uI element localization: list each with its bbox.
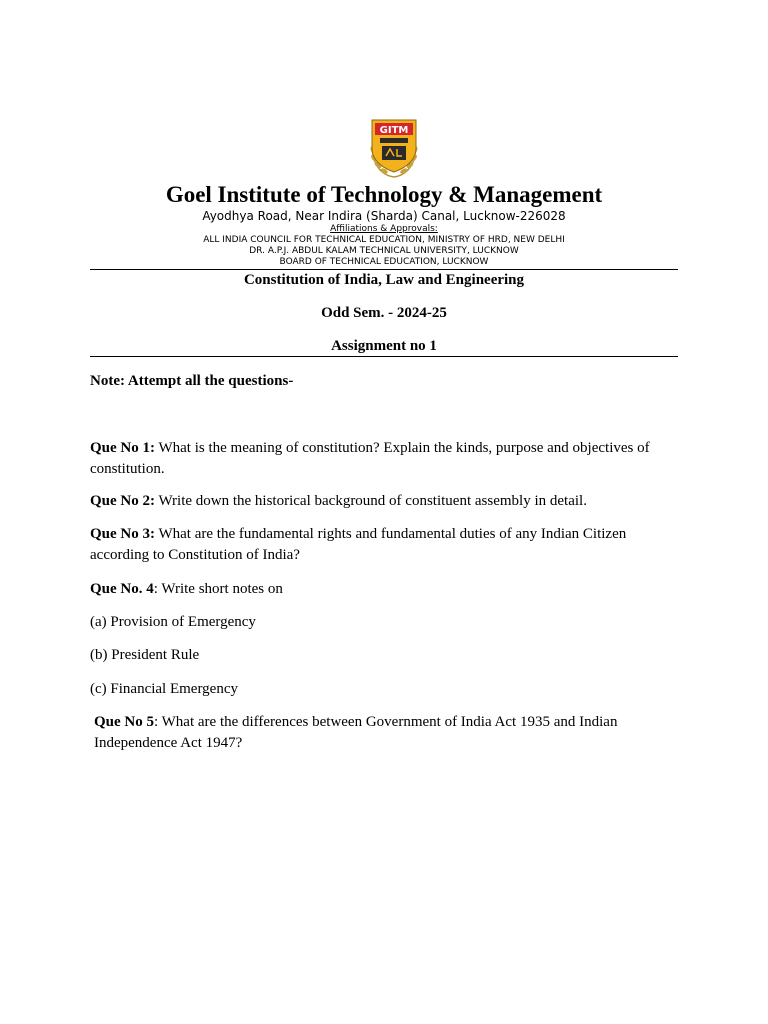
question-text: : What are the differences between Government of India Act 1935 and Indian Independence Act 1947?: [94, 714, 618, 751]
question-1: [90, 438, 678, 480]
question-label: Que No 5: [94, 714, 154, 730]
question-text: Write down the historical background of constituent assembly in detail.: [155, 493, 587, 509]
question-4-part-b: [90, 645, 678, 666]
question-text: What is the meaning of constitution? Explain the kinds, purpose and objectives of constitution.: [90, 440, 650, 477]
subject-title: Constitution of India, Law and Engineering: [243, 272, 525, 288]
question-4-part-c: [90, 679, 678, 700]
question-2: [90, 491, 678, 512]
assignment-title: Assignment no 1: [331, 338, 437, 354]
sub-question-text: (c) Financial Emergency: [90, 681, 238, 697]
question-label: Que No 2:: [90, 493, 155, 509]
question-4: [90, 579, 678, 600]
question-text: : Write short notes on: [153, 581, 283, 597]
institute-name: Goel Institute of Technology & Management: [165, 182, 603, 207]
question-text: What are the fundamental rights and fundamental duties of any Indian Citizen according to Constitution of India?: [90, 526, 627, 563]
question-label: Que No 1:: [90, 440, 155, 456]
question-3: [90, 524, 678, 566]
gitm-logo-icon: [364, 114, 424, 180]
institute-address: Ayodhya Road, Near Indira (Sharda) Canal, Lucknow-226028: [202, 209, 566, 223]
sub-question-text: (a) Provision of Emergency: [90, 614, 256, 630]
affiliation-line: ALL INDIA COUNCIL FOR TECHNICAL EDUCATION, MINISTRY OF HRD, NEW DELHI: [203, 235, 565, 245]
sub-question-text: (b) President Rule: [90, 647, 200, 663]
question-label: Que No. 4: [90, 581, 154, 597]
affiliation-line: DR. A.P.J. ABDUL KALAM TECHNICAL UNIVERSITY, LUCKNOW: [249, 246, 519, 256]
instructions-note: Note: Attempt all the questions-: [90, 373, 294, 389]
affiliation-line: BOARD OF TECHNICAL EDUCATION, LUCKNOW: [279, 257, 489, 267]
question-4-part-a: [90, 612, 678, 633]
question-5: [90, 712, 678, 754]
question-label: Que No 3:: [90, 526, 155, 542]
affiliations-block: [0, 224, 768, 268]
affiliations-title: Affiliations & Approvals:: [330, 224, 438, 234]
header-divider-bottom: [90, 356, 678, 357]
logo-text: GITM: [379, 125, 409, 136]
semester-line: Odd Sem. - 2024-25: [321, 305, 447, 321]
